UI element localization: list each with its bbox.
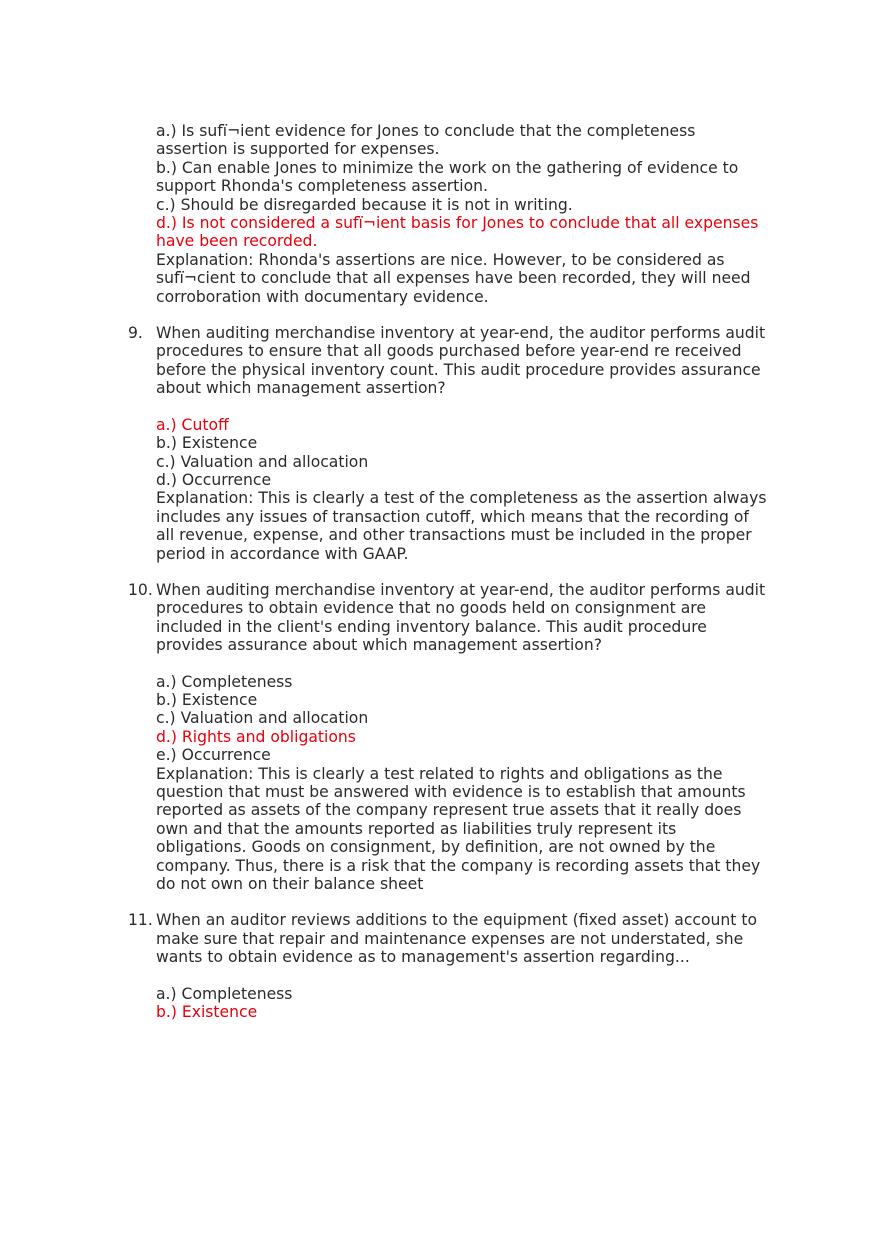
q11-text-line2: make sure that repair and maintenance expenses are not understated, she	[156, 929, 744, 948]
q10-option-a: a.) Completeness	[156, 672, 293, 691]
question-10-number: 10.	[128, 580, 153, 599]
q8-option-c: c.) Should be disregarded because it is not in writing.	[156, 195, 573, 214]
question-10	[0, 581, 880, 894]
q10-text-line3: included in the client's ending inventory balance. This audit procedure	[156, 617, 707, 636]
q8-explanation-line1: Explanation: Rhonda's assertions are nice. However, to be considered as	[156, 250, 725, 269]
q8-option-d-line1-correct: d.) Is not considered a sufï¬ient basis for Jones to conclude that all expenses	[156, 214, 759, 233]
question-9	[0, 324, 880, 563]
q9-option-a-correct: a.) Cutoff	[156, 415, 229, 434]
q9-text-line4: about which management assertion?	[156, 379, 446, 398]
question-11-number: 11.	[128, 911, 153, 930]
q8-option-b-line1: b.) Can enable Jones to minimize the work on the gathering of evidence to	[156, 158, 739, 177]
q8-explanation-line3: corroboration with documentary evidence.	[156, 287, 489, 306]
q9-text-line3: before the physical inventory count. This audit procedure provides assurance	[156, 360, 761, 379]
q10-explanation-line6: company. Thus, there is a risk that the company is recording assets that they	[156, 856, 761, 875]
q8-option-a-line1: a.) Is sufï¬ient evidence for Jones to conclude that the completeness	[156, 122, 696, 140]
q10-explanation-line2: question that must be answered with evidence is to establish that amounts	[156, 783, 746, 801]
q8-explanation-line2: sufï¬cient to conclude that all expenses have been recorded, they will need	[156, 269, 751, 288]
q10-text-line4: provides assurance about which management assertion?	[156, 636, 603, 655]
q10-explanation-line5: obligations. Goods on consignment, by definition, are not owned by the	[156, 838, 716, 857]
question-9-number: 9.	[128, 324, 143, 343]
q10-explanation-line7: do not own on their balance sheet	[156, 875, 424, 894]
q8-option-b-line2: support Rhonda's completeness assertion.	[156, 177, 488, 196]
question-11	[0, 911, 880, 1021]
q10-explanation-line3: reported as assets of the company represent true assets that it really does	[156, 801, 742, 820]
q10-text-line1: When auditing merchandise inventory at year-end, the auditor performs audit	[156, 580, 766, 599]
q11-option-a: a.) Completeness	[156, 984, 293, 1003]
q8-continued	[0, 122, 880, 306]
q9-option-b: b.) Existence	[156, 434, 258, 453]
q10-option-e: e.) Occurrence	[156, 746, 271, 765]
q9-option-c: c.) Valuation and allocation	[156, 452, 369, 471]
q8-option-d-line2-correct: have been recorded.	[156, 232, 318, 251]
q10-explanation-line1: Explanation: This is clearly a test related to rights and obligations as the	[156, 764, 723, 783]
q10-explanation-line4: own and that the amounts reported as liabilities truly represent its	[156, 819, 677, 838]
q9-option-d: d.) Occurrence	[156, 470, 272, 489]
q8-option-a-line2: assertion is supported for expenses.	[156, 140, 440, 159]
q9-explanation-line4: period in accordance with GAAP.	[156, 544, 409, 563]
q9-explanation-line3: all revenue, expense, and other transactions must be included in the proper	[156, 526, 752, 545]
q10-text-line2: procedures to obtain evidence that no goods held on consignment are	[156, 599, 706, 618]
q11-option-b-correct: b.) Existence	[156, 1003, 258, 1022]
q10-option-d-correct: d.) Rights and obligations	[156, 727, 356, 746]
q10-option-c: c.) Valuation and allocation	[156, 709, 369, 728]
q9-text-line2: procedures to ensure that all goods purchased before year-end re received	[156, 342, 742, 361]
q11-text-line1: When an auditor reviews additions to the equipment (fixed asset) account to	[156, 911, 758, 930]
document-content	[0, 122, 880, 1021]
q10-option-b: b.) Existence	[156, 690, 258, 709]
q9-text-line1: When auditing merchandise inventory at year-end, the auditor performs audit	[156, 324, 766, 343]
q11-text-line3: wants to obtain evidence as to management's assertion regarding...	[156, 948, 690, 967]
q9-explanation-line2: includes any issues of transaction cutoff, which means that the recording of	[156, 507, 749, 526]
q9-explanation-line1: Explanation: This is clearly a test of the completeness as the assertion always	[156, 489, 767, 508]
